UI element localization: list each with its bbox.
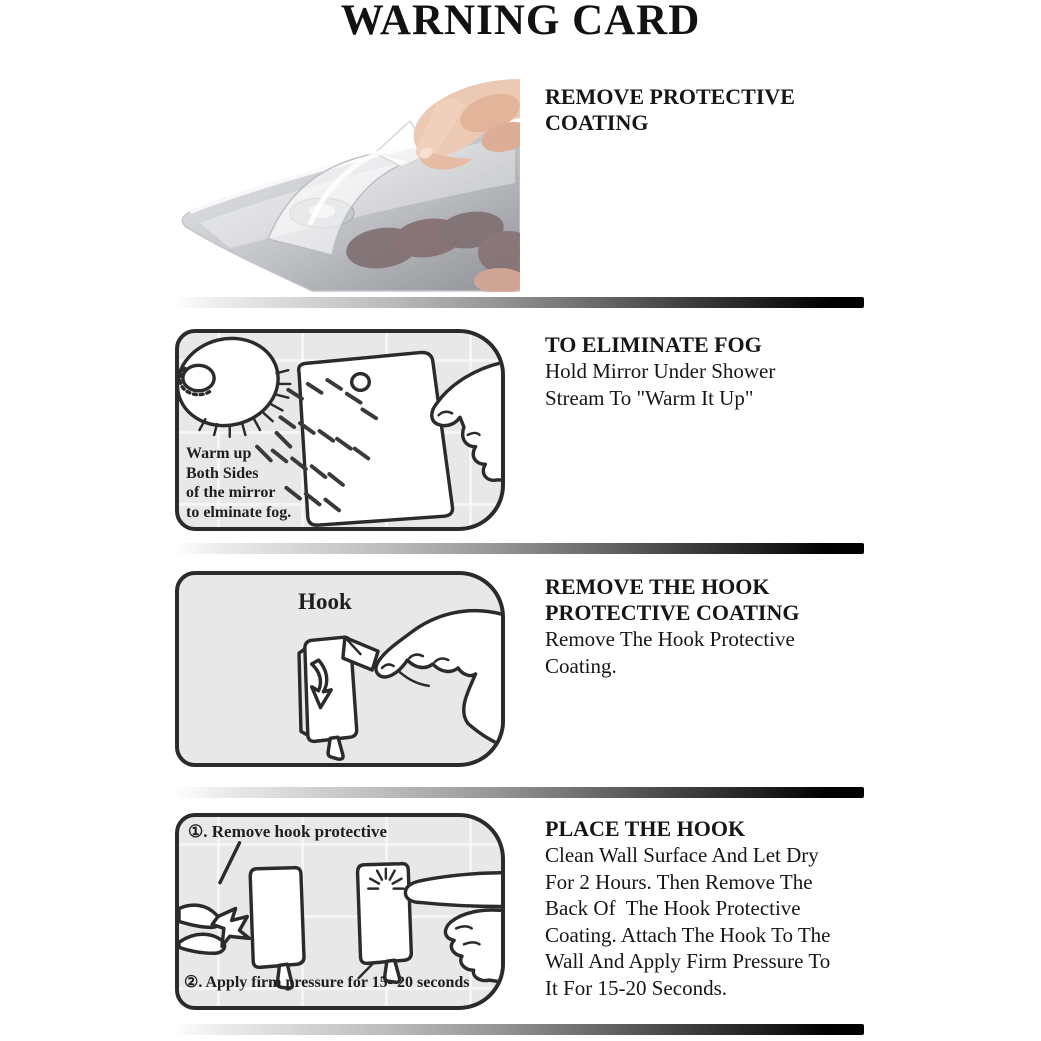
caption-line: Warm up xyxy=(186,445,252,462)
step2-label: ②. Apply firm pressure for 15- 20 seconds xyxy=(184,974,470,991)
heading-line: REMOVE PROTECTIVE xyxy=(545,84,795,109)
body-line: Wall And Apply Firm Pressure To xyxy=(545,949,831,973)
peeling-fingers-drawing xyxy=(179,905,249,953)
body-line: Remove The Hook Protective xyxy=(545,627,795,651)
pressing-hand-drawing xyxy=(405,873,501,982)
heading-line: REMOVE THE HOOK xyxy=(545,574,770,599)
section-text xyxy=(545,332,880,411)
hook-label: Hook xyxy=(298,589,352,614)
body-line: Stream To "Warm It Up" xyxy=(545,385,754,410)
caption-line: to elminate fog. xyxy=(186,503,292,521)
body-line: Coating. xyxy=(545,653,617,678)
mirror-drawing xyxy=(299,352,453,525)
caption-line: Both Sides xyxy=(186,464,259,482)
body-line: Back Of The Hook Protective xyxy=(545,896,801,920)
section-divider xyxy=(172,543,864,554)
section-text xyxy=(545,816,880,1001)
peel-film-photo xyxy=(170,62,520,292)
pinching-hand-drawing xyxy=(376,611,501,746)
warm-up-caption xyxy=(186,444,291,522)
section-heading xyxy=(545,84,880,136)
section-text xyxy=(545,574,880,679)
body-line: Clean Wall Surface And Let Dry xyxy=(545,843,819,867)
heading-line: TO ELIMINATE FOG xyxy=(545,332,762,357)
bottom-divider xyxy=(172,1024,864,1035)
page-title: WARNING CARD xyxy=(340,0,701,44)
section-divider xyxy=(172,297,864,308)
caption-line: of the mirror xyxy=(186,484,276,501)
body-line: Hold Mirror Under Shower xyxy=(545,359,776,383)
heading-line: COATING xyxy=(545,110,649,135)
right-hook-drawing xyxy=(358,864,412,983)
body-line: Coating. Attach The Hook To The xyxy=(545,922,831,947)
shower-head-drawing xyxy=(179,333,290,437)
body-line: It For 15-20 Seconds. xyxy=(545,975,727,1000)
step1-leader-line xyxy=(220,843,240,883)
heading-line: PROTECTIVE COATING xyxy=(545,600,800,625)
heading-line: PLACE THE HOOK xyxy=(545,816,746,841)
section-divider xyxy=(172,787,864,798)
left-hook-drawing xyxy=(250,868,304,989)
body-line: For 2 Hours. Then Remove The xyxy=(545,869,813,894)
step1-label: ①. Remove hook protective xyxy=(188,822,388,841)
